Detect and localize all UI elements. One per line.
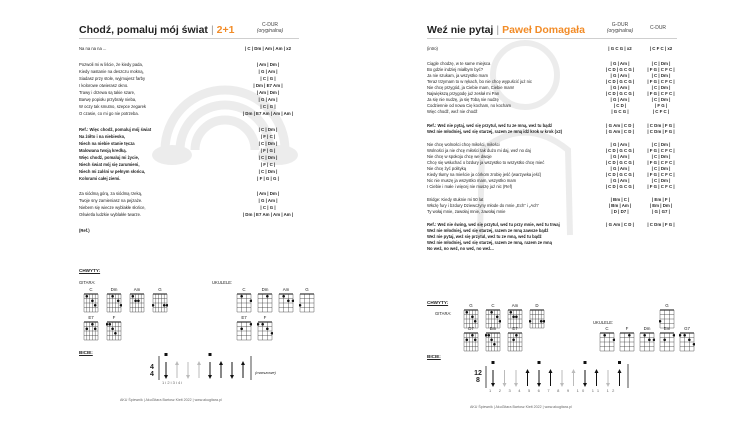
- songbook-page-right: [375, 0, 750, 422]
- lyric-line: Kolorami całej ziemi.: [79, 176, 121, 181]
- lyric-line: Malowana twoją kredką.: [79, 148, 127, 153]
- chord-name: Am: [282, 287, 290, 292]
- chord-diagram: [619, 326, 635, 352]
- accent-mark-icon: [538, 361, 541, 364]
- chord-progression: | G | Am |: [610, 97, 630, 102]
- chord-diagram: [639, 326, 655, 352]
- song-title-text: Chodź, pomaluj mój świat: [79, 24, 208, 36]
- lyric-line: Ref.: Weź nie świng, weź się przytul, weź tu przy mnie, weź tu trwaj: [427, 222, 560, 227]
- down-arrow-icon: [606, 383, 610, 387]
- chord-diagram: [257, 315, 273, 341]
- fretboard-icon: [83, 321, 99, 341]
- chord-progression: | Em | F |: [651, 197, 671, 202]
- chord-progression: | C F C |: [652, 109, 670, 114]
- up-arrow-icon: [219, 361, 223, 365]
- lyric-line: Weź nie młodniej, weź się starzej, razem ze mną idź krok w krok (x2): [427, 129, 563, 134]
- chord-progression: | C | G |: [260, 205, 276, 210]
- chord-progression: | F G | C F C |: [647, 79, 675, 84]
- fretboard-icon: [152, 293, 168, 313]
- footer-left: AKU Śpiewnik | AkuGitara Bartosz Kiełt 2022 | www.akugitara.pl: [120, 398, 222, 402]
- lyric-line: Weź nie młodniej, weź się starzej, razem ze mną zawsze bądź: [427, 228, 549, 233]
- chord-diagram: [507, 326, 523, 352]
- lyric-line: Barwę popiołu przybrały nieba,: [79, 97, 137, 102]
- header-rule: [427, 38, 677, 39]
- chord-progression: | G Am | C D |: [606, 123, 634, 128]
- accent-mark-icon: [209, 353, 212, 356]
- fretboard-icon: [257, 293, 273, 313]
- up-arrow-icon: [241, 361, 245, 365]
- chord-name: G: [158, 287, 162, 292]
- key1-note: (oryginalna): [606, 28, 634, 34]
- fretboard-icon: [639, 332, 655, 352]
- chord-progression: | G | Am |: [610, 178, 630, 183]
- lyric-line: Na żółto i na niebiesko,: [79, 134, 126, 139]
- lyric-line: O czasie, co mi go nie potrzeba.: [79, 111, 139, 116]
- accent-mark-icon: [492, 361, 495, 364]
- chord-progression: | C D | G C G |: [605, 184, 635, 189]
- time-sig-top: 4: [150, 364, 154, 371]
- title-separator: |: [496, 24, 500, 36]
- lyric-line: Ciągle chodzę, w te same miejsca: [427, 61, 491, 66]
- lyric-line: I Ciebie i małe i więcej nie muszę już nic (Ref): [427, 184, 513, 189]
- lyric-line: Niech na niebie stanie tęcza: [79, 141, 135, 146]
- chord-diagram: [278, 287, 294, 313]
- fretboard-icon: [485, 332, 501, 352]
- chord-name: C: [242, 287, 246, 292]
- fretboard-icon: [463, 332, 479, 352]
- chord-name: E7: [512, 326, 518, 331]
- fretboard-icon: [106, 293, 122, 313]
- chord-progression: | C D | G C G |: [605, 67, 635, 72]
- chord-diagram: [679, 326, 695, 352]
- chord-diagram: [529, 303, 545, 329]
- chord-progression: | C D | G C G |: [605, 148, 635, 153]
- chord-progression: | F | C |: [260, 134, 276, 139]
- beat-counts: 1 i 2 i 3 i 4 i: [162, 380, 183, 385]
- chord-name: D: [535, 303, 539, 308]
- chord-progression: | C | Dm |: [651, 85, 671, 90]
- down-arrow-icon: [164, 375, 168, 379]
- accent-mark-icon: [584, 361, 587, 364]
- up-arrow-icon: [197, 361, 201, 365]
- chord-name: Em: [663, 326, 671, 331]
- lyric-line: Weź nie młodniej, weź się starzej, razem ze mną, razem ze mną: [427, 240, 552, 245]
- down-arrow-icon: [560, 383, 564, 387]
- chord-progression: | F G | C F C |: [647, 160, 675, 165]
- time-signature: [473, 370, 483, 384]
- chord-progression: | G | Am |: [610, 154, 630, 159]
- chord-name: Am: [133, 287, 141, 292]
- chord-progression: | C D | G C G |: [605, 160, 635, 165]
- chord-progression: | C Dm | F G |: [647, 222, 675, 227]
- up-arrow-icon: [618, 369, 622, 373]
- lyric-line: Ref.: Weź nie pytaj, weź się przytul, weź tu ze mną, weź tu bądź: [427, 123, 553, 128]
- down-arrow-icon: [491, 383, 495, 387]
- chord-name: E7: [241, 315, 247, 320]
- chord-name: Dm: [261, 287, 269, 292]
- chord-name: G7: [684, 326, 690, 331]
- lyric-line: Więc chodź, weź nie chodź: [427, 109, 478, 114]
- fretboard-icon: [278, 293, 294, 313]
- chord-diagram: [83, 315, 99, 341]
- chord-progression: | F G | C F C |: [647, 148, 675, 153]
- down-arrow-icon: [230, 375, 234, 379]
- fretboard-icon: [129, 293, 145, 313]
- gitara-label: GITARA:: [79, 280, 96, 285]
- key2-header: [640, 25, 676, 31]
- lyric-line: Ja się nie nudzę, ja się Tobą nie nudzę: [427, 97, 499, 102]
- lyric-line: Nie chcę wolności chcę miłości, miłości: [427, 142, 500, 147]
- chord-progression: | G | Am |: [258, 198, 278, 203]
- lyric-line: Twoje sny zamieniasz na pejzaże.: [79, 198, 143, 203]
- lyric-line: Weź nie pytaj, weź się przytul, weź tu ze mną, weź tu bądź: [427, 234, 542, 239]
- bicie-label: BICIE:: [427, 354, 441, 359]
- chord-name: C: [89, 287, 93, 292]
- lyric-line: No weź, no weź, no weź, no weź...: [427, 246, 494, 251]
- fretboard-icon: [83, 293, 99, 313]
- chord-progression: | C D | G C G |: [605, 91, 635, 96]
- chord-name: Am: [511, 303, 519, 308]
- chord-name: Bm: [489, 326, 497, 331]
- lyric-line: Bridge: Kiedy stuknie mi 50 lat: [427, 197, 484, 202]
- fretboard-icon: [299, 293, 315, 313]
- down-arrow-icon: [503, 383, 507, 387]
- fretboard-icon: [106, 321, 122, 341]
- chord-progression: | C | Dm |: [651, 61, 671, 66]
- key1-header: [600, 22, 640, 34]
- chord-name: F: [625, 326, 629, 331]
- chord-progression: | Bm | Am |: [608, 203, 632, 208]
- chord-progression: | Dm | E7 Am | Am | Am |: [242, 111, 294, 116]
- accent-mark-icon: [618, 361, 621, 364]
- chord-diagram: [599, 326, 615, 352]
- fretboard-icon: [599, 332, 615, 352]
- lyric-line: Za siódmą górą, za siódmą rzeką,: [79, 191, 143, 196]
- lyric-line: Teraz trzymam to w rękach, bo nie chcę wypuścić już nic: [427, 79, 532, 84]
- chord-progression: | C D |: [613, 103, 627, 108]
- lyric-line: W oczy tak smutno, szepce zegarek: [79, 104, 147, 109]
- lyric-line: Kiedy tłumy na mieście ja córkom zrobię jeść (warzywka jeść): [427, 172, 542, 177]
- chord-progression: | F G | C F C |: [647, 67, 675, 72]
- chord-progression: | C | Dm |: [651, 73, 671, 78]
- chord-progression: | C | Dm |: [651, 166, 671, 171]
- footer-right: AKU Śpiewnik | AkuGitara Bartosz Kiełt 2022 | www.akugitara.pl: [470, 405, 572, 409]
- lyric-line: Nie chcę żyć polityką: [427, 166, 467, 171]
- lyric-line: Na na na na ...: [79, 46, 107, 51]
- chord-progression: | C | Dm |: [258, 169, 278, 174]
- chord-progression: | G Am | C D |: [606, 129, 634, 134]
- down-arrow-icon: [583, 383, 587, 387]
- ukulele-label: UKULELE:: [593, 320, 614, 325]
- chord-progression: | F G | C F C |: [647, 91, 675, 96]
- chord-progression: | F | C |: [260, 162, 276, 167]
- key-label: C-DUR: [261, 22, 279, 28]
- lyric-line: Ref.: Więc chodź, pomaluj mój świat: [79, 127, 152, 132]
- up-arrow-icon: [549, 369, 553, 373]
- chord-name: C: [491, 303, 495, 308]
- chord-progression: | C | Dm |: [258, 155, 278, 160]
- lyric-line: Bo gdzie indziej miałbym być?: [427, 67, 484, 72]
- lyric-line: Wolności ja nie chcę miłości tak dużo mi daj, weź no daj: [427, 148, 531, 153]
- lyric-line: Więc chodź, pomaluj mi życie,: [79, 155, 139, 160]
- chord-progression: | G | Am |: [610, 73, 630, 78]
- chord-progression: | C | Dm | Am | Am | x2: [244, 46, 292, 51]
- chord-progression: | Am | Dm |: [256, 62, 280, 67]
- fretboard-icon: [679, 332, 695, 352]
- up-arrow-icon: [595, 369, 599, 373]
- fretboard-icon: [659, 332, 675, 352]
- chord-name: F: [263, 315, 267, 320]
- chord-progression: | F | G | G |: [257, 176, 279, 181]
- key1-label: G-DUR: [611, 22, 629, 28]
- chord-name: E7: [88, 315, 94, 320]
- chord-progression: | F G | C F C |: [647, 172, 675, 177]
- chord-progression: | G C G |: [611, 109, 629, 114]
- capo-info: 2+1: [216, 24, 235, 36]
- lyric-line: Niebem się wiecze wyblakłe słońce,: [79, 205, 146, 210]
- song-title: [79, 24, 234, 36]
- chord-progression: | Am | Dm |: [256, 90, 280, 95]
- chord-diagram: [299, 287, 315, 313]
- chord-diagram: [659, 326, 675, 352]
- strum-note: (marszowe): [255, 370, 276, 375]
- chord-progression: | C Dm | F G |: [647, 129, 675, 134]
- chord-progression: | F G | C F C |: [647, 184, 675, 189]
- gitara-label: GITARA:: [435, 311, 452, 316]
- chord-progression: | C D | G C G |: [605, 79, 635, 84]
- chord-name: D7: [468, 326, 474, 331]
- lyric-line: Ty wołaj mnie, zawołaj mnie, zawołaj mnie: [427, 209, 506, 214]
- chord-progression: | G | Am |: [610, 61, 630, 66]
- chord-progression: | G | Am |: [610, 142, 630, 147]
- lyric-line: Siadasz przy stole, wyjmujesz farby: [79, 76, 146, 81]
- lyric-line: Niech mi zalśni w pełnym słońcu,: [79, 169, 146, 174]
- lyric-line: (intro): [427, 46, 438, 51]
- chord-progression: | C F C | x2: [649, 46, 673, 51]
- strum-pattern-right: [485, 352, 640, 392]
- chord-progression: | C | Dm |: [651, 97, 671, 102]
- chord-diagram: [152, 287, 168, 313]
- chord-progression: | G C G | x2: [608, 46, 632, 51]
- key-header: [252, 22, 288, 34]
- beat-counts: 1 2 3 4 5 6 7 8 9 10 11 12: [489, 388, 618, 393]
- chord-progression: | C | G |: [260, 104, 276, 109]
- fretboard-icon: [507, 332, 523, 352]
- key-note: (oryginalna): [256, 28, 284, 34]
- lyric-line: Nie chcę przygód, ja Ciebie mam, Ciebie mam!: [427, 85, 515, 90]
- chwyty-label: CHWYTY:: [427, 300, 449, 305]
- time-sig-bottom: 8: [476, 377, 480, 384]
- fretboard-icon: [236, 293, 252, 313]
- chord-diagram: [236, 287, 252, 313]
- chord-diagram: [485, 326, 501, 352]
- chord-progression: | C D | G C G |: [605, 172, 635, 177]
- chord-progression: | G Am | C D |: [606, 222, 634, 227]
- lyric-line: Największą przygodę już zesłał mi Pan: [427, 91, 500, 96]
- down-arrow-icon: [537, 383, 541, 387]
- chord-diagram: [83, 287, 99, 313]
- chord-progression: | F | G |: [260, 148, 276, 153]
- lyric-line: Pozwoli mi w liście, że kiedy pada,: [79, 62, 144, 67]
- chord-name: Dm: [110, 287, 118, 292]
- chord-progression: | C Dm | F G |: [647, 123, 675, 128]
- bicie-label: BICIE:: [79, 350, 93, 355]
- chord-diagram: [106, 287, 122, 313]
- lyric-line: (Ref.): [79, 228, 90, 233]
- lyric-line: Chcę się wsłuchać o bzdury ja wszystko to wszystko chcę mieć: [427, 160, 545, 165]
- chord-progression: | Em | Dm |: [649, 203, 673, 208]
- chord-progression: | G | Am |: [610, 166, 630, 171]
- lyric-line: Włożę fury i bzdury Dziewczyny młode do mnie „Ech” i „Ach”: [427, 203, 539, 208]
- accent-mark-icon: [165, 353, 168, 356]
- chord-progression: | G | Am |: [258, 69, 278, 74]
- chord-progression: | G | G7 |: [652, 209, 670, 214]
- lyric-line: Oświetla ludzkie wyblakłe twarze.: [79, 212, 142, 217]
- chord-diagram: [106, 315, 122, 341]
- chord-progression: | C | Dm |: [258, 127, 278, 132]
- lyric-line: Niech świat mój się zarumieni,: [79, 162, 140, 167]
- chord-progression: | D | D7 |: [611, 209, 629, 214]
- chwyty-label: CHWYTY:: [79, 268, 101, 273]
- chord-progression: | Dm | E7 Am | Am | Am |: [242, 212, 294, 217]
- artist-name: Paweł Domagała: [502, 24, 585, 36]
- song-title-text: Weź nie pytaj: [427, 24, 494, 36]
- chord-progression: | C | Dm |: [651, 142, 671, 147]
- chord-progression: | Bm | C |: [610, 197, 630, 202]
- song-title: [427, 24, 585, 36]
- lyric-line: Trawy i drzewa są takie szare,: [79, 90, 136, 95]
- chord-name: G: [305, 287, 309, 292]
- chord-progression: | C | G |: [260, 76, 276, 81]
- chord-diagram: [257, 287, 273, 313]
- down-arrow-icon: [514, 383, 518, 387]
- down-arrow-icon: [208, 375, 212, 379]
- time-sig-top: 12: [474, 370, 482, 377]
- chord-name: Dm: [643, 326, 651, 331]
- chord-name: F: [112, 315, 116, 320]
- lyric-line: Codziennie od nowa Cię kocham, no kocham: [427, 103, 512, 108]
- up-arrow-icon: [572, 369, 576, 373]
- lyric-line: Nic nie muszę ja wszystko mam, wszystko mam: [427, 178, 517, 183]
- time-signature: [148, 364, 156, 378]
- up-arrow-icon: [526, 369, 530, 373]
- title-separator: |: [210, 24, 214, 36]
- ukulele-label: UKULELE:: [212, 280, 233, 285]
- lyric-line: Nie chcę w spokoju chcę we dwoje: [427, 154, 492, 159]
- down-arrow-icon: [186, 375, 190, 379]
- chord-name: G: [665, 303, 669, 308]
- chord-progression: | F G |: [654, 103, 668, 108]
- fretboard-icon: [529, 309, 545, 329]
- chord-diagram: [129, 287, 145, 313]
- chord-progression: | G | Am |: [258, 97, 278, 102]
- fretboard-icon: [257, 321, 273, 341]
- lyric-line: Ja nie szukam, ja wszystko mam: [427, 73, 488, 78]
- lyric-line: I kolorowe otwierasz okno.: [79, 83, 129, 88]
- chord-progression: | C | Dm |: [651, 178, 671, 183]
- up-arrow-icon: [175, 361, 179, 365]
- fretboard-icon: [236, 321, 252, 341]
- chord-progression: | Am | Dm |: [256, 191, 280, 196]
- lyric-line: Kiedy nastanie na deszczu mokną,: [79, 69, 144, 74]
- chord-name: C: [605, 326, 609, 331]
- chord-diagram: [463, 326, 479, 352]
- chord-progression: | G | Am |: [610, 85, 630, 90]
- chord-progression: | C | Dm |: [651, 154, 671, 159]
- fretboard-icon: [619, 332, 635, 352]
- time-sig-bottom: 4: [150, 371, 154, 378]
- chord-name: G: [469, 303, 473, 308]
- header-rule: [79, 38, 299, 39]
- key2-label: C-DUR: [649, 25, 667, 31]
- chord-progression: | Dm | E7 Am |: [253, 83, 283, 88]
- chord-diagram: [236, 315, 252, 341]
- chord-progression: | C | Dm |: [258, 141, 278, 146]
